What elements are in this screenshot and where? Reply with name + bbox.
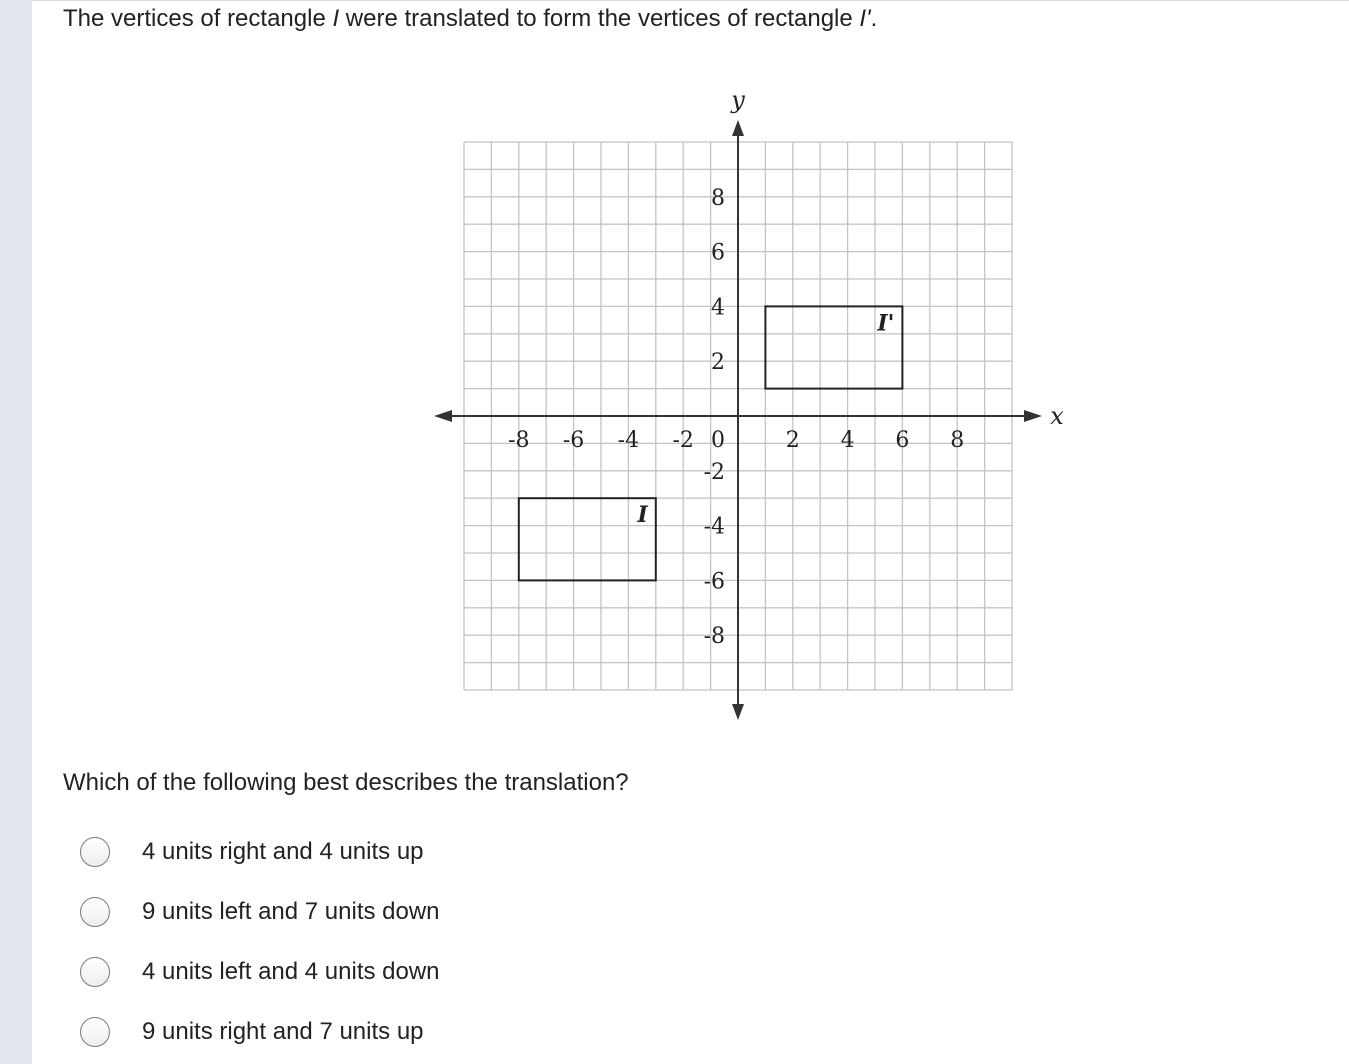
choice-option-2[interactable] (80, 892, 640, 932)
x-tick-label: -2 (672, 428, 694, 453)
y-tick-label: 8 (711, 185, 725, 211)
x-axis-label: x (1050, 402, 1064, 430)
origin-label: 0 (711, 428, 725, 453)
question-prompt: The vertices of rectangle I were translated to form the vertices of rectangle I'. (63, 5, 878, 32)
choice-label: 9 units left and 7 units down (142, 898, 440, 925)
radio-button[interactable] (80, 1017, 110, 1047)
radio-button[interactable] (80, 837, 110, 867)
rectangle-i-label: I (637, 502, 648, 529)
y-tick-label: 2 (711, 350, 725, 376)
x-tick-label: 4 (840, 428, 855, 453)
x-tick-label: -8 (508, 428, 530, 453)
choice-option-3[interactable] (80, 952, 640, 992)
rectangle-i (519, 498, 656, 580)
y-axis-down-arrow (732, 704, 744, 720)
top-divider (32, 0, 1349, 1)
radio-button[interactable] (80, 897, 110, 927)
x-axis-left-arrow (434, 410, 452, 422)
x-tick-label: -6 (562, 428, 585, 453)
x-axis-right-arrow (1024, 410, 1042, 422)
y-tick-label: 6 (711, 240, 725, 266)
coordinate-plane (420, 82, 1080, 732)
question-text: Which of the following best describes the translation? (63, 769, 629, 796)
x-tick-label: -4 (617, 428, 640, 453)
radio-button[interactable] (80, 957, 110, 987)
x-tick-label: 6 (895, 428, 910, 453)
choice-option-1[interactable] (80, 832, 640, 872)
choice-label: 4 units right and 4 units up (142, 838, 424, 865)
rect-i-name: I (332, 5, 340, 32)
y-tick-label: -4 (703, 514, 725, 540)
left-sidebar-strip (0, 0, 32, 1064)
rect-i-prime-name: I' (859, 5, 871, 32)
rectangle-i-prime-label: I' (877, 310, 895, 337)
y-tick-label: -8 (703, 624, 725, 650)
choice-label: 4 units left and 4 units down (142, 958, 440, 985)
y-tick-label: 4 (711, 295, 725, 321)
y-axis-label: y (731, 86, 745, 114)
x-tick-label: 2 (785, 428, 800, 453)
x-tick-label: 8 (950, 428, 965, 453)
choice-label: 9 units right and 7 units up (142, 1018, 424, 1045)
y-axis-up-arrow (732, 120, 744, 136)
choice-option-4[interactable] (80, 1012, 640, 1052)
y-tick-label: -2 (703, 459, 725, 485)
y-tick-label: -6 (703, 569, 725, 595)
